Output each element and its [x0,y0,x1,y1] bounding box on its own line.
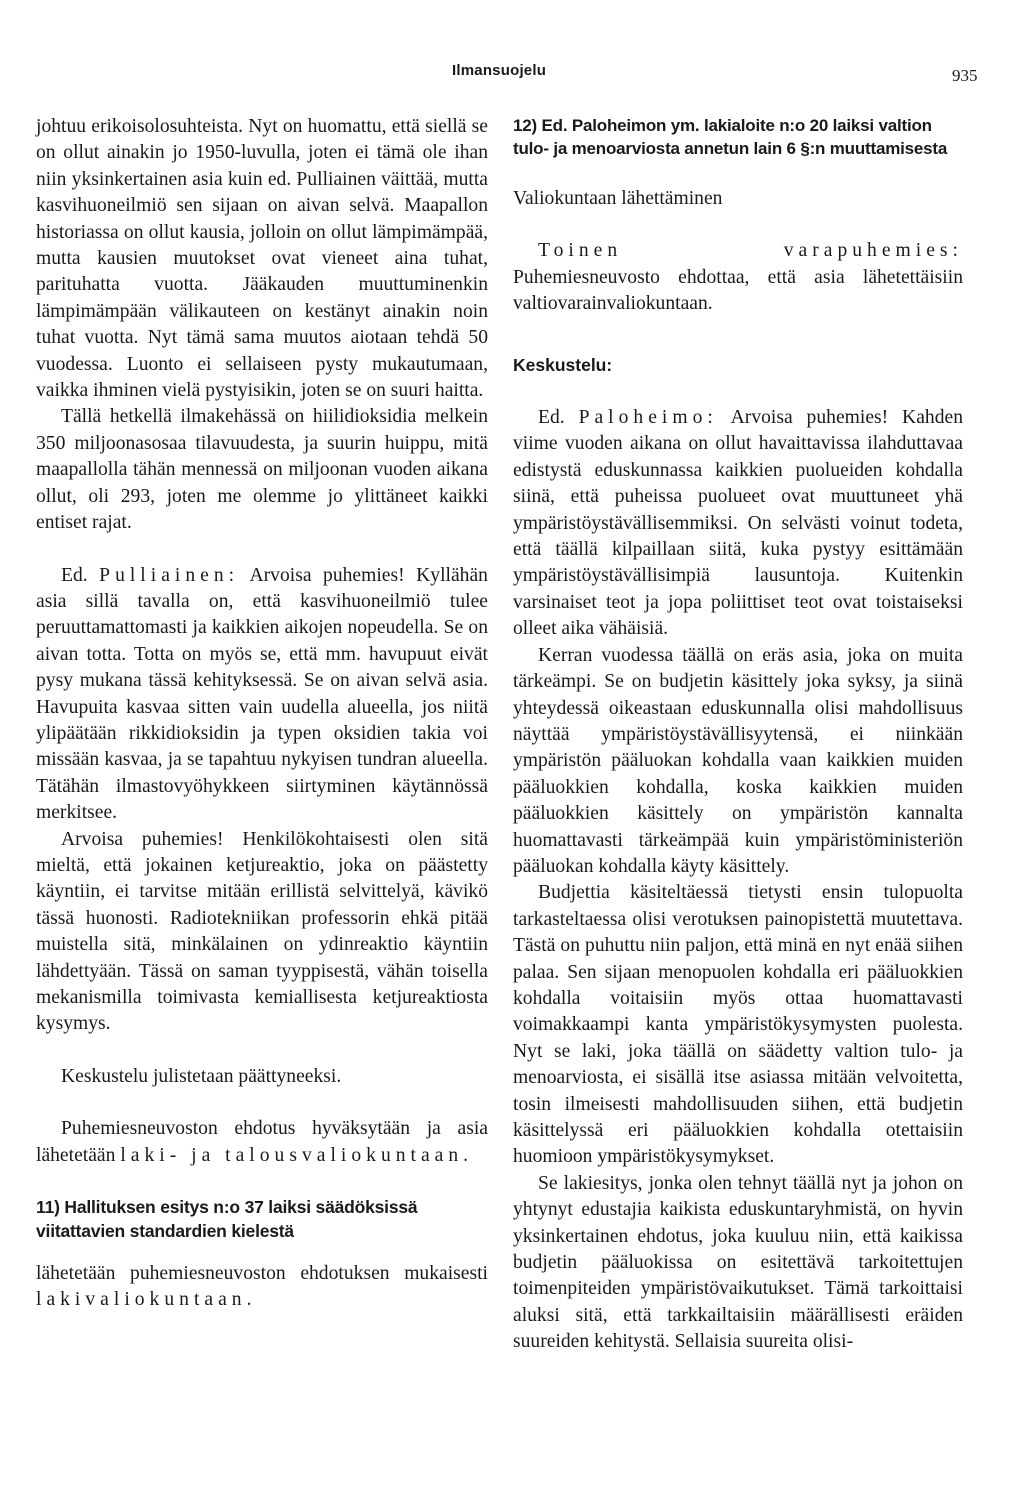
decision-text: lähetetään puhemiesneuvoston ehdotuksen mukaisesti [36,1263,488,1285]
left-column [36,114,488,1314]
speaker-name: Toinen varapuhemies: [538,240,963,262]
section-heading-12: 12) Ed. Paloheimon ym. lakialoite n:o 20 laiksi valtion tulo- ja menoarviosta annetun lain 6 §:n muuttamisesta [513,116,948,158]
discussion-label [513,352,963,379]
speech-paloheimo [513,405,963,643]
right-column [513,114,963,1356]
paragraph: Budjettia käsiteltäessä tietysti ensin tulopuolta tarkasteltaessa olisi verotuksen painopistettä muutettava. Tästä on puhuttu niin paljon, että minä en nyt enää siihen palaa. Sen sijaan menopuolen kohdalla eri pääluokkien kohdalla voitaisiin myös ottaa huomattavasti voimakkaampi kanta ympäristökysymysten puolesta. Nyt se laki, joka täällä on säädetty valtion tulo- ja menoarviosta, ei sisällä itse asiassa mitään velvoitetta, tosin ilmeisesti mahdollisuuden siihen, että budjetin käsittelyssä eri pääluokkien kohdalla otettaisiin huomioon ympäristökysymykset. [513,882,963,1168]
speech-text: Arvoisa puhemies! Kahden viime vuoden aikana on ollut havaittavissa ilahduttavaa edistystä eduskunnassa kaikkien puolueiden kohdalla siinä, että puheissa puolueet ovat muuttuneet yhä ympäristöystävällisemmiksi. On selvästi voinut todeta, että täällä kilpaillaan siitä, kuka pystyy esittämään ympäristöystävällisimpiä lausuntoja. Kuitenkin varsinaiset teot ja jopa poliittiset teot ovat toistaiseksi olleet aika vähäisiä. [513,407,963,640]
speech-text: Arvoisa puhemies! Kyllähän asia sillä tavalla on, että kasvihuoneilmiö tulee peruuttamattomasti ja kaikkien aikojen nopeudella. Se on aivan totta. Totta on myös se, että mm. havupuut eivät pysy mukana tässä kehityksessä. Se on aivan selvä asia. Havupuita kasvaa sitten vain uudella alueella, jos niitä ylipäätään rikkidioksidin ja typen oksidien takia voi missään kasvaa, ja se tapahtuu nykyisen tundran alueella. Tätähän ilmastovyöhykkeen siirtyminen käytännössä merkitsee. [36,564,488,824]
referral-label: Valiokuntaan lähettäminen [513,188,723,209]
paragraph: Arvoisa puhemies! Henkilökohtaisesti olen sitä mieltä, että jokainen ketjureaktio, joka on päästetty käyntiin, ei tarvitse mitään erillistä selvittelyä, kävikö tässä huonosti. Radiotekniikan professorin ehkä pitää muistella sitä, minkälainen on ydinreaktio käyntiin lähdettyään. Tässä on saman tyyppisestä, vähän toisella mekanismilla toimivasta kemiallisesta ketjureaktiosta kysymys. [36,828,488,1035]
paragraph: Keskustelu julistetaan päättyneeksi. [61,1065,342,1087]
page-header [0,62,1024,90]
speech-text: Puhemiesneuvosto ehdottaa, että asia lähetettäisiin valtiovarainvaliokuntaan. [513,266,963,315]
speech-prefix: Ed. [538,407,565,429]
speech-varapuhemies [513,238,963,317]
committee-name: lakivaliokuntaan. [36,1289,257,1311]
running-title: Ilmansuojelu [452,62,547,79]
discussion-label-text: Keskustelu: [513,354,613,375]
speaker-name: Paloheimo: [578,407,718,429]
speaker-name: Pulliainen: [99,564,240,586]
decision-paragraph [36,1261,488,1314]
section-heading-11: 11) Hallituksen esitys n:o 37 laiksi säädöksissä viitattavien standardien kielestä [36,1197,418,1242]
committee-name: laki- ja talousvaliokuntaan. [120,1144,474,1166]
paragraph: Kerran vuodessa täällä on eräs asia, joka on muita tärkeämpi. Se on budjetin käsittely joka syksy, ja siinä yhteydessä oikeastaan eduskunnalla olisi mahdollisuus näyttää ympäristöystävällisyytensä, ei niinkään ympäristön pääluokan kohdalla vaan kaikkien muiden pääluokkien kohdalla, koska kaikkien muiden pääluokkien käsittely on ympäristön kannalta huomattavasti tärkeämpää kuin ympäristöministeriön pääluokan kohdalla käyty käsittely. [513,644,963,877]
decision-paragraph [36,1116,488,1169]
paragraph: johtuu erikoisolosuhteista. Nyt on huomattu, että siellä se on ollut ainakin jo 1950-luvulla, joten ei tämä ole ihan niin yksinkertainen asia kuin ed. Pulliainen väittää, mutta kasvihuoneilmiö sen sijaan on aivan selvä. Maapallon historiassa on ollut kausia, jolloin on ollut lämpimämpää, mutta kausien muutokset ovat vieneet aina tuhat, parituhatta vuotta. Jääkauden muuttuminenkin lämpimämpään välikauteen on kestänyt ainakin noin tuhat vuotta. Nyt tämä sama muutos aiotaan tehdä 50 vuodessa. Luonto ei sellaiseen pysty mukautumaan, vaikka ihminen vielä pystyisikin, joten se on suuri haitta. [36,116,488,402]
page-number: 935 [952,66,978,85]
paragraph: Se lakiesitys, jonka olen tehnyt täällä nyt ja johon on yhtynyt edustajia kaikista eduskuntaryhmistä, on hyvin yksinkertainen ehdotus, joka kuuluu niin, että kaikissa budjetin pääluokissa on esitettävä tarkoitettujen toimenpiteiden ympäristövaikutukset. Tämä tarkoittaisi aluksi sitä, että tarkkailtaisiin määrällisesti eräiden suureiden kehitystä. Sellaisia suureita olisi- [513,1172,963,1353]
speech-pulliainen [36,563,488,827]
paragraph: Tällä hetkellä ilmakehässä on hiilidioksidia melkein 350 miljoonasosaa tilavuudesta, ja suurin huippu, mitä maapallolla tähän mennessä on miljoonan vuoden aikana ollut, oli 293, joten me olemme jo ylittäneet kaikki entiset rajat. [36,406,488,534]
decision-text: Puhemiesneuvoston ehdotus hyväksytään ja asia lähetetään [36,1118,488,1166]
speech-prefix: Ed. [61,564,88,586]
